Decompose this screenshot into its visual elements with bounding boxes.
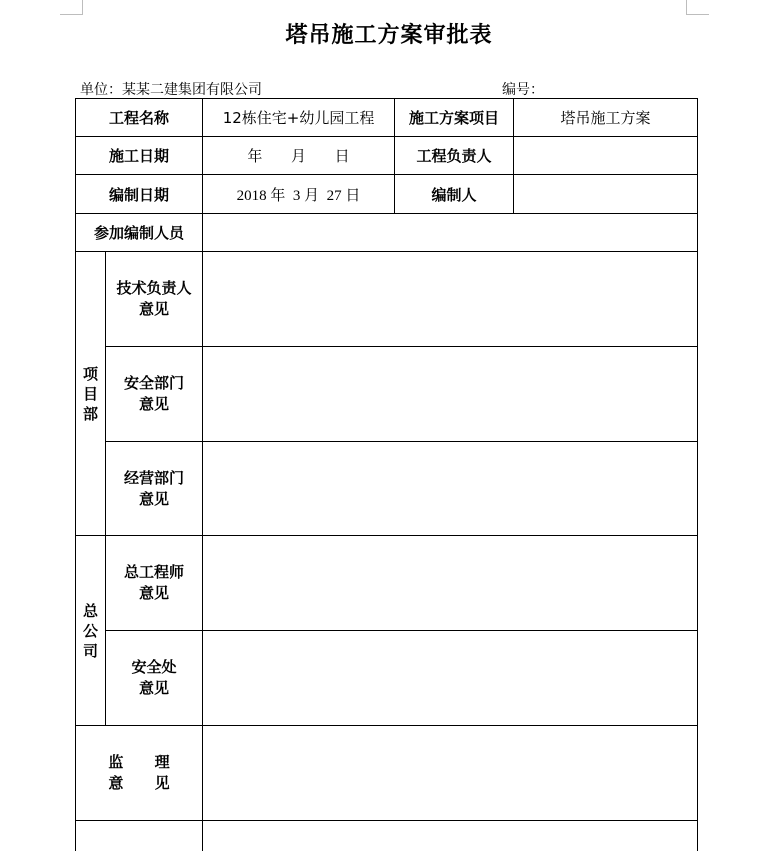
safety-office-opinion-label <box>106 631 203 726</box>
safety-dept-opinion-label <box>106 347 203 442</box>
supervision-opinion-value[interactable] <box>203 726 698 821</box>
safety-dept-opinion-value[interactable] <box>203 347 698 442</box>
approval-form-table <box>75 98 698 851</box>
unit-label: 单位：某某二建集团有限公司 <box>80 82 262 98</box>
compiler-label: 编制人 <box>395 175 514 214</box>
chief-engineer-opinion-label <box>106 536 203 631</box>
safety-office-line2: 意见 <box>139 679 170 697</box>
continued-row-value[interactable] <box>203 821 698 851</box>
business-dept-opinion-value[interactable] <box>203 442 698 536</box>
supervision-line1: 监 理 <box>108 753 170 771</box>
chief-engineer-line2: 意见 <box>139 584 170 602</box>
tech-lead-opinion-value[interactable] <box>203 252 698 347</box>
business-dept-line2: 意见 <box>139 489 170 508</box>
continued-row-label <box>76 821 203 851</box>
safety-office-line1: 安全处 <box>131 658 177 676</box>
compile-date-value[interactable]: 2018 年 3 月 27 日 <box>203 175 395 214</box>
compiler-value[interactable] <box>514 175 698 214</box>
project-manager-label: 工程负责人 <box>395 137 514 175</box>
plan-item-label: 施工方案项目 <box>395 99 514 137</box>
page-corner-mark-right <box>686 0 709 15</box>
project-dept-text: 项目部 <box>82 364 98 423</box>
construction-date-value[interactable]: 年 月 日 <box>203 137 395 175</box>
project-name-label: 工程名称 <box>76 99 203 137</box>
safety-office-opinion-value[interactable] <box>203 631 698 726</box>
safety-dept-line2: 意见 <box>139 395 170 413</box>
supervision-line2: 意 见 <box>108 774 170 792</box>
tech-lead-opinion-label <box>106 252 203 347</box>
construction-date-label: 施工日期 <box>76 137 203 175</box>
compile-date-label: 编制日期 <box>76 175 203 214</box>
plan-item-value[interactable]: 塔吊施工方案 <box>514 99 698 137</box>
tech-lead-line2: 意见 <box>139 300 170 318</box>
safety-dept-line1: 安全部门 <box>124 374 185 392</box>
tech-lead-line1: 技术负责人 <box>116 279 192 297</box>
participants-label: 参加编制人员 <box>76 214 203 252</box>
business-dept-line1: 经营部门 <box>124 468 185 487</box>
document-title: 塔吊施工方案审批表 <box>285 22 493 48</box>
chief-engineer-line1: 总工程师 <box>124 563 185 581</box>
head-office-label <box>76 536 106 726</box>
page-corner-mark-left <box>60 0 83 15</box>
supervision-opinion-label <box>76 726 203 821</box>
number-label: 编号： <box>502 82 544 98</box>
head-office-text: 总公司 <box>82 601 98 660</box>
project-manager-value[interactable] <box>514 137 698 175</box>
participants-value[interactable] <box>203 214 698 252</box>
chief-engineer-opinion-value[interactable] <box>203 536 698 631</box>
project-dept-label <box>76 252 106 536</box>
project-name-value[interactable]: 12栋住宅+幼儿园工程 <box>203 99 395 137</box>
business-dept-opinion-label <box>106 442 203 536</box>
